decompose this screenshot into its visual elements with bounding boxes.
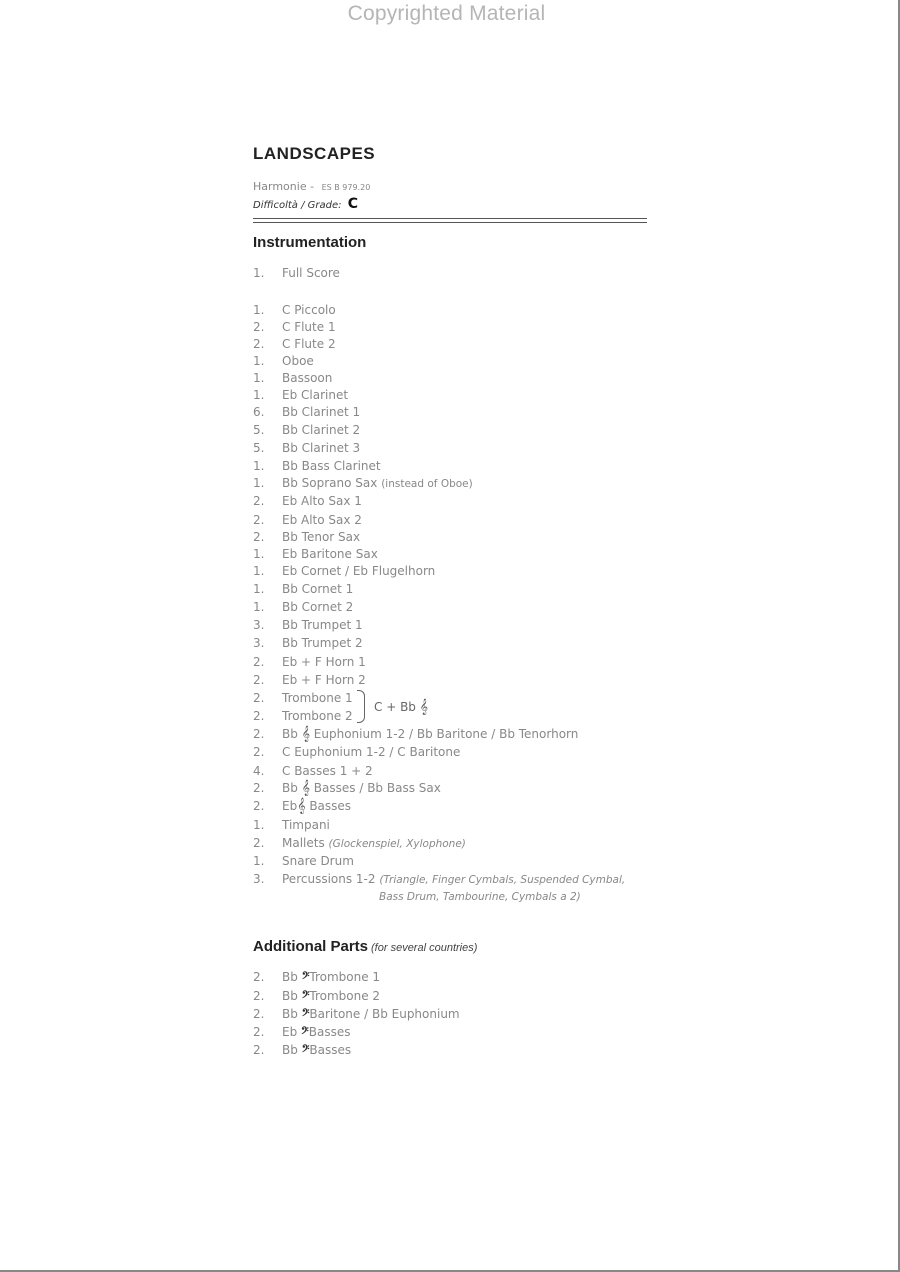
part-count: 5. [253,441,265,455]
part-count: 2. [253,513,265,527]
part-name: Bb 𝄢Trombone 1 [282,970,381,984]
part-name: Bb Trumpet 2 [282,636,363,650]
part-count: 2. [253,1007,265,1021]
part-name: Eb + F Horn 1 [282,655,366,669]
part-name: Bb 𝄢Trombone 2 [282,989,381,1003]
bass-clef-icon: 𝄢 [301,970,310,984]
part-count: 2. [253,530,265,544]
part-count: 1. [253,354,265,368]
part-count: 6. [253,405,265,419]
part-count: 1. [253,388,265,402]
bass-clef-icon: 𝄢 [301,1007,310,1021]
part-name: Bb Soprano Sax (instead of Oboe) [282,476,473,490]
part-count: 2. [253,673,265,687]
grade-label: Difficoltà / Grade: [253,200,342,211]
part-name: Trombone 1 [282,691,353,705]
ensemble-separator: - [310,180,315,193]
part-count: 1. [253,600,265,614]
ensemble-name: Harmonie [253,180,307,193]
divider-top [253,218,647,219]
part-name: Bb Clarinet 2 [282,423,361,437]
part-count: 5. [253,423,265,437]
part-name: Eb Alto Sax 1 [282,494,362,508]
part-count: 1. [253,371,265,385]
part-count: 2. [253,655,265,669]
treble-clef-icon: 𝄞 [419,699,429,715]
part-name: Oboe [282,354,314,368]
instrumentation-heading: Instrumentation [253,234,367,251]
treble-clef-icon: 𝄞 [297,798,306,814]
part-name: Bb Clarinet 3 [282,441,361,455]
part-count: 2. [253,337,265,351]
part-count: 2. [253,320,265,334]
treble-clef-icon: 𝄞 [301,780,310,796]
part-count: 2. [253,970,265,984]
ensemble-line [253,180,370,193]
bass-clef-icon: 𝄢 [301,989,310,1003]
bass-clef-icon: 𝄢 [301,1043,310,1057]
part-name: Bb 𝄢Basses [282,1043,352,1057]
part-name: Full Score [282,266,340,280]
divider-bottom [253,222,647,223]
part-count: 3. [253,618,265,632]
part-count: 2. [253,709,265,723]
part-name: Eb Baritone Sax [282,547,378,561]
part-count: 2. [253,1025,265,1039]
part-name: Eb + F Horn 2 [282,673,366,687]
part-count: 2. [253,494,265,508]
part-count: 2. [253,1043,265,1057]
treble-clef-icon: 𝄞 [301,726,310,742]
grade-value: C [347,196,358,212]
part-name: Bb 𝄢Baritone / Bb Euphonium [282,1007,460,1021]
additional-parts-note: (for several countries) [371,942,478,954]
part-count: 1. [253,582,265,596]
catalog-code: ES B 979.20 [321,183,371,192]
part-count: 1. [253,303,265,317]
part-count: 1. [253,459,265,473]
part-count: 2. [253,989,265,1003]
part-name: Bassoon [282,371,333,385]
part-name: C Flute 1 [282,320,336,334]
part-name: Eb Alto Sax 2 [282,513,362,527]
trombone-brace [357,690,365,723]
grade-line [253,196,358,212]
additional-parts-heading: Additional Parts (for several countries) [253,938,478,955]
part-note: (instead of Oboe) [381,478,473,490]
page-title: LANDSCAPES [253,144,376,163]
part-name: Eb Clarinet [282,388,349,402]
part-name: Bb Bass Clarinet [282,459,381,473]
part-name: Bb Cornet 1 [282,582,354,596]
bass-clef-icon: 𝄢 [301,1025,309,1039]
part-name: Bb Cornet 2 [282,600,354,614]
part-count: 1. [253,564,265,578]
part-count: 1. [253,266,265,280]
part-name: Bb Trumpet 1 [282,618,363,632]
part-name: C Piccolo [282,303,336,317]
part-name: C Flute 2 [282,337,336,351]
part-count: 1. [253,476,265,490]
part-count: 2. [253,691,265,705]
copyright-watermark: Copyrighted Material [347,2,546,25]
part-name: Bb Tenor Sax [282,530,361,544]
part-name: Bb Clarinet 1 [282,405,361,419]
trombone-brace-label: C + Bb 𝄞 [374,699,429,715]
part-name: Eb 𝄢Basses [282,1025,351,1039]
part-count: 1. [253,547,265,561]
part-name: Trombone 2 [282,709,353,723]
part-name: Eb Cornet / Eb Flugelhorn [282,564,436,578]
part-count: 3. [253,636,265,650]
